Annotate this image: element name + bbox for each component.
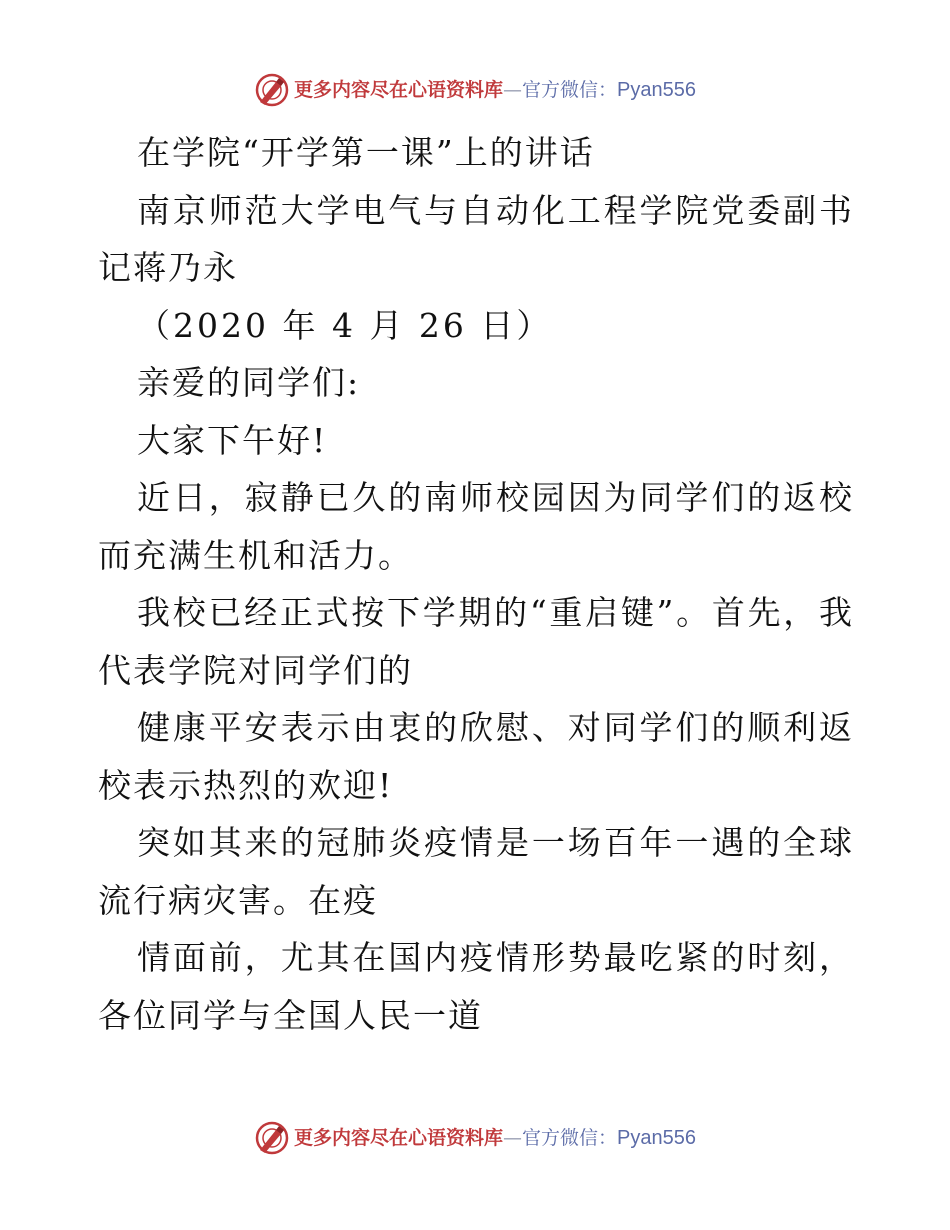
- header-wechat-id: Pyan556: [617, 79, 696, 101]
- header-wechat-label: 官方微信：: [522, 78, 618, 101]
- document-title: 在学院“开学第一课”上的讲话: [137, 133, 595, 172]
- document-paragraph: 我校已经正式按下学期的“重启键”。首先，我代表学院对同学们的: [98, 593, 854, 690]
- header-brand-text: 更多内容尽在心语资料库: [294, 78, 504, 101]
- header-separator: —: [503, 78, 523, 101]
- pen-circle-logo-icon: [254, 72, 290, 108]
- pen-circle-logo-icon: [254, 1120, 290, 1156]
- document-date: （2020 年 4 月 26 日）: [137, 305, 553, 345]
- footer-brand-text: 更多内容尽在心语资料库: [294, 1126, 504, 1149]
- document-paragraph: 健康平安表示由衷的欣慰、对同学们的顺利返校表示热烈的欢迎!: [98, 708, 854, 805]
- footer-separator: —: [503, 1126, 523, 1149]
- footer-wechat-id: Pyan556: [617, 1127, 696, 1149]
- footer-wechat-label: 官方微信：: [522, 1126, 618, 1149]
- document-author: 南京师范大学电气与自动化工程学院党委副书记蒋乃永: [98, 190, 854, 287]
- document-body: [98, 124, 854, 1044]
- footer-banner: [0, 1118, 950, 1158]
- document-paragraph: 情面前，尤其在国内疫情形势最吃紧的时刻，各位同学与全国人民一道: [98, 938, 854, 1035]
- header-banner: [0, 70, 950, 110]
- document-paragraph: 突如其来的冠肺炎疫情是一场百年一遇的全球流行病灾害。在疫: [98, 823, 854, 920]
- document-salutation: 亲爱的同学们:: [137, 363, 361, 402]
- document-paragraph: 近日，寂静已久的南师校园因为同学们的返校而充满生机和活力。: [98, 478, 854, 575]
- document-greeting: 大家下午好!: [137, 420, 328, 460]
